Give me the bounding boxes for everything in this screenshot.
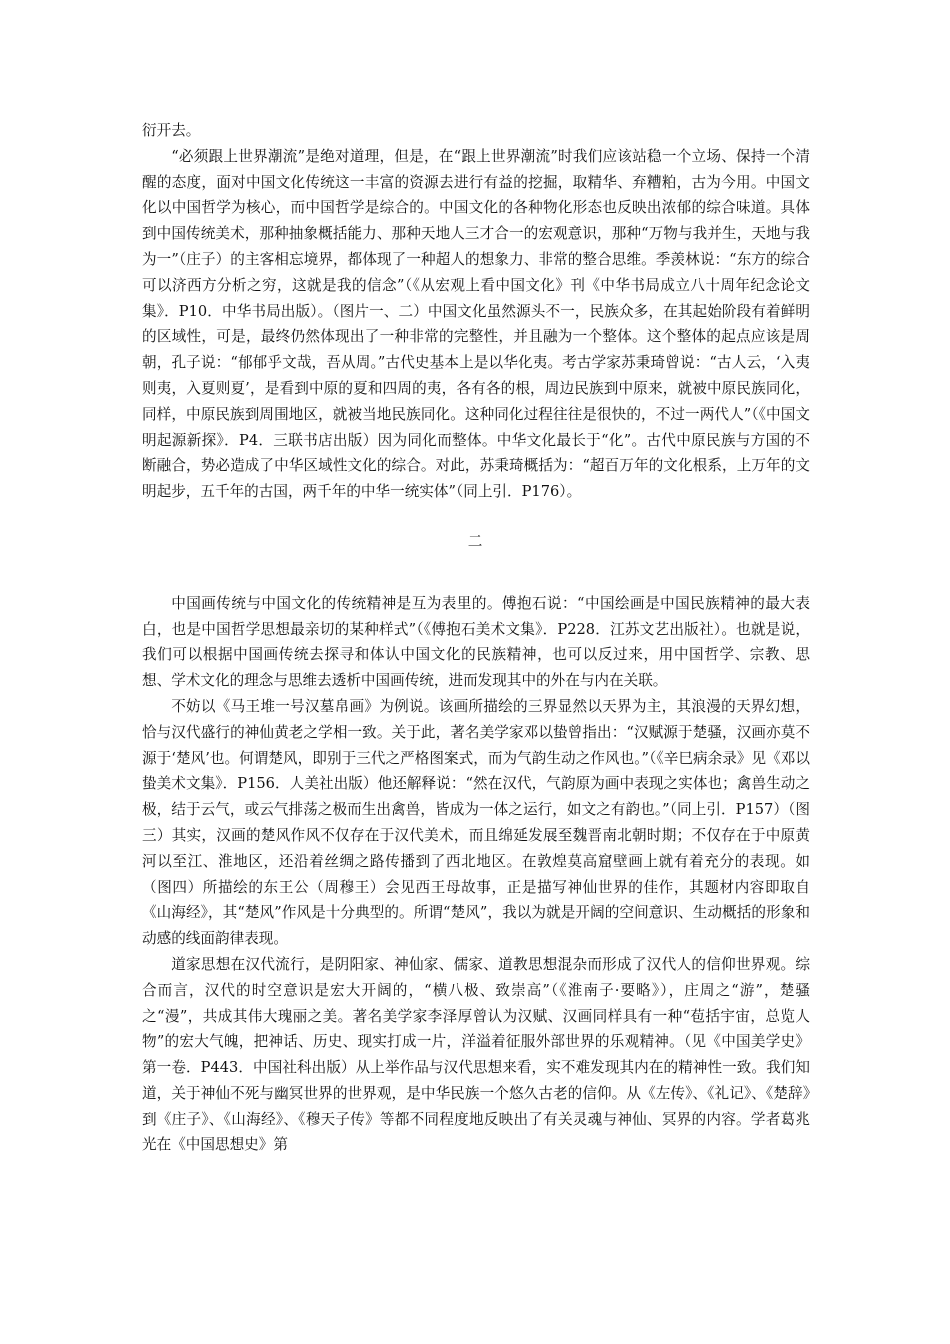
paragraph-mawangdui: 不妨以《马王堆一号汉墓帛画》为例说。该画所描绘的三界显然以天界为主，其浪漫的天界幻想，恰与汉代盛行的神仙黄老之学相一致。关于此，著名美学家邓以蛰曾指出：“汉赋源于楚骚，汉画亦莫不源于‘楚风’也。何谓楚风，即别于三代之严格图案式，而为气韵生动之作风也。”（《辛巳病余录》见《邓以蛰美术文集》．P156．人美社出版）他还解释说：“然在汉代，气韵原为画中表现之实体也；禽兽生动之极，结于云气，或云气排荡之极而生出禽兽，皆成为一体之运行，如文之有韵也。”（同上引．P157）（图三）其实，汉画的楚风作风不仅存在于汉代美术，而且绵延发展至魏晋南北朝时期；不仅存在于中原黄河以至江、淮地区，还沿着丝绸之路传播到了西北地区。在敦煌莫高窟壁画上就有着充分的表现。如（图四）所描绘的东王公（周穆王）会见西王母故事，正是描写神仙世界的佳作，其题材内容即取自《山海经》，其“楚风”作风是十分典型的。所谓“楚风”，我以为就是开阔的空间意识、生动概括的形象和动感的线面韵律表现。 [142, 697, 810, 948]
paragraph-chinese-painting: 中国画传统与中国文化的传统精神是互为表里的。傅抱石说：“中国绘画是中国民族精神的最大表白，也是中国哲学思想最亲切的某种样式”（《傅抱石美术文集》．P228．江苏文艺出版社）。也就是说，我们可以根据中国画传统去探寻和体认中国文化的民族精神，也可以反过来，用中国哲学、宗教、思想、学术文化的理念与思维去透析中国画传统，进而发现其中的外在与内在关联。 [142, 594, 810, 690]
paragraph-continuation: 衍开去。 [142, 122, 201, 139]
paragraph-taoism: 道家思想在汉代流行，是阴阳家、神仙家、儒家、道教思想混杂而形成了汉代人的信仰世界观。综合而言，汉代的时空意识是宏大开阔的，“横八极、致崇高”（《淮南子·要略》），庄周之“游”，楚骚之“漫”，共成其伟大瑰丽之美。著名美学家李泽厚曾认为汉赋、汉画同样具有一种“苞括宇宙，总览人物”的宏大气魄，把神话、历史、现实打成一片，洋溢着征服外部世界的乐观精神。（见《中国美学史》第一卷．P443．中国社科出版）从上举作品与汉代思想来看，实不难发现其内在的精神性一致。我们知道，关于神仙不死与幽冥世界的世界观，是中华民族一个悠久古老的信仰。从《左传》、《礼记》、《楚辞》到《庄子》、《山海经》、《穆天子传》等都不同程度地反映出了有关灵魂与神仙、冥界的内容。学者葛兆光在《中国思想史》第 [142, 955, 810, 1154]
paragraph-world-trend: “必须跟上世界潮流”是绝对道理，但是，在“跟上世界潮流”时我们应该站稳一个立场、保持一个清醒的态度，面对中国文化传统这一丰富的资源去进行有益的挖掘，取精华、弃糟粕，古为今用。中国文化以中国哲学为核心，而中国哲学是综合的。中国文化的各种物化形态也反映出浓郁的综合味道。具体到中国传统美术，那种抽象概括能力、那种天地人三才合一的宏观意识，那种“万物与我并生，天地与我为一”（庄子）的主客相忘境界，都体现了一种超人的想象力、非常的整合思维。季羡林说：“东方的综合可以济西方分析之穷，这就是我的信念”（《从宏观上看中国文化》刊《中华书局成立八十周年纪念论文集》．P10．中华书局出版）。（图片一、二）中国文化虽然源头不一，民族众多，在其起始阶段有着鲜明的区域性，可是，最终仍然体现出了一种非常的完整性，并且融为一个整体。这个整体的起点应该是周朝，孔子说：“郁郁乎文哉，吾从周。”古代史基本上是以华化夷。考古学家苏秉琦曾说：“古人云，‘入夷则夷，入夏则夏’，是看到中原的夏和四周的夷，各有各的根，周边民族到中原来，就被中原民族同化，同样，中原民族到周围地区，就被当地民族同化。这种同化过程往往是很快的，不过一两代人”（《中国文明起源新探》．P4．三联书店出版）因为同化而整体。中华文化最长于“化”。古代中原民族与方国的不断融合，势必造成了中华区域性文化的综合。对此，苏秉琦概括为：“超百万年的文化根系，上万年的文明起步，五千年的古国，两千年的中华一统实体”（同上引．P176）。 [142, 147, 810, 501]
section-heading: 二 [467, 532, 485, 550]
document-page [142, 118, 810, 1158]
